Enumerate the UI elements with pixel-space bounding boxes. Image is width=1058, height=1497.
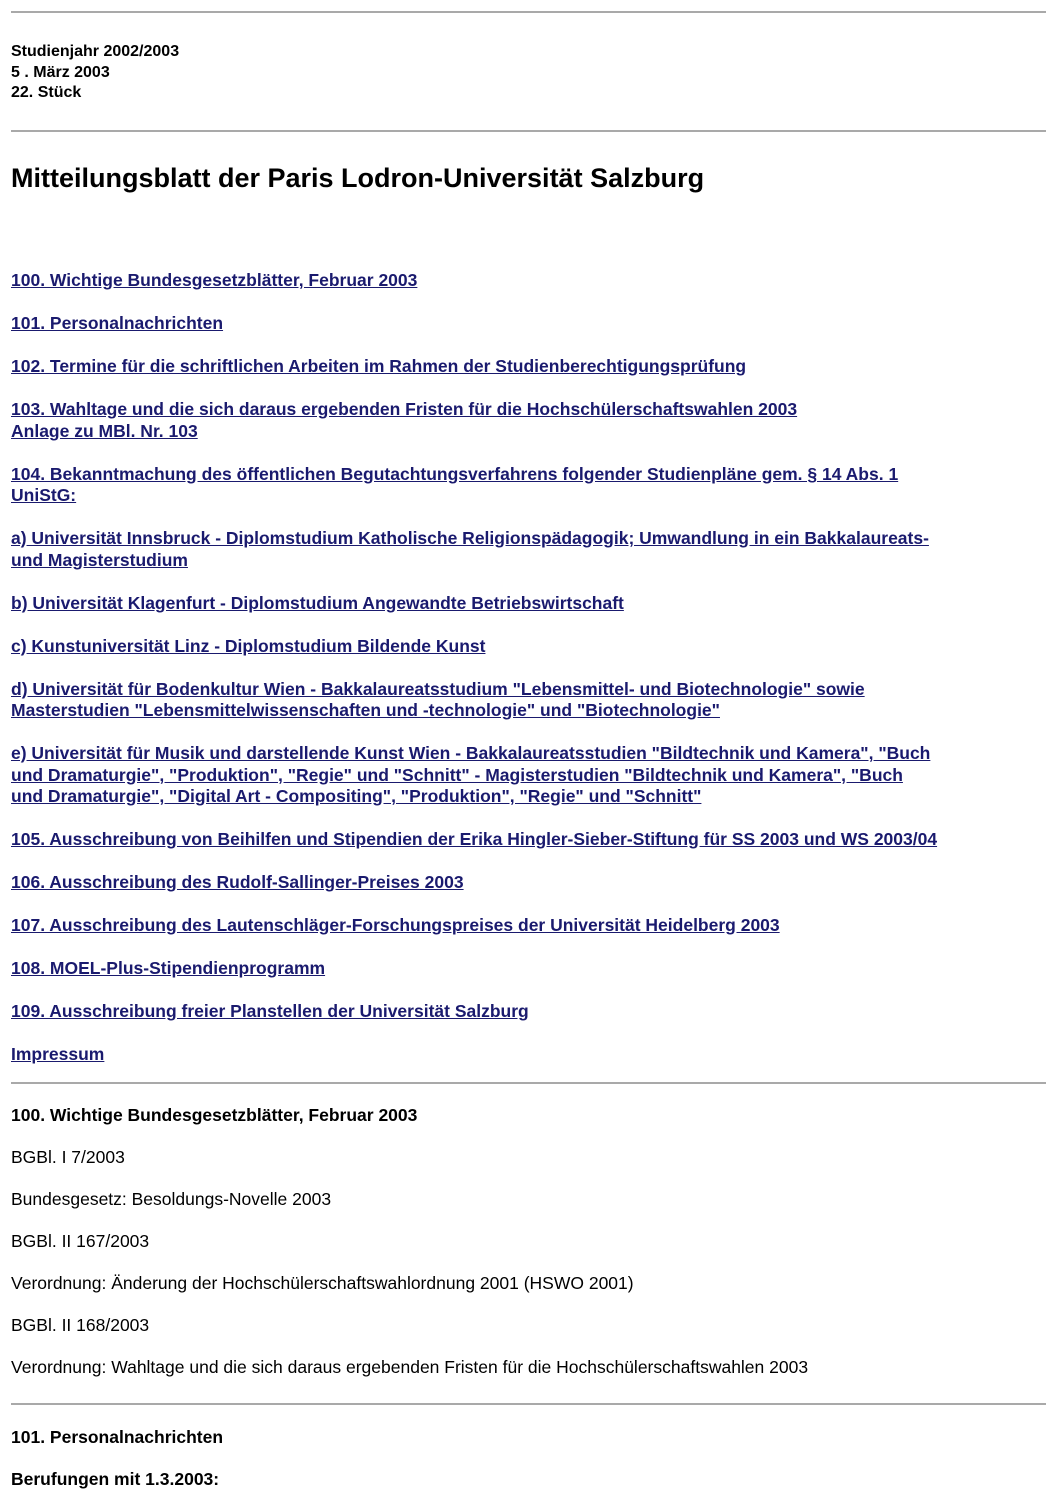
header-divider [11, 130, 1046, 132]
toc-link-line: und Dramaturgie", "Digital Art - Compositing", "Produktion", "Regie" und "Schnitt" [11, 786, 702, 806]
toc-link-0[interactable] [11, 270, 1051, 292]
toc-link-line: 100. Wichtige Bundesgesetzblätter, Februar 2003 [11, 270, 418, 290]
section-100-line: BGBl. I 7/2003 [11, 1147, 125, 1167]
section-101-subtitle: Berufungen mit 1.3.2003: [11, 1469, 220, 1489]
section-100-line: BGBl. II 167/2003 [11, 1231, 150, 1251]
toc-link-line: 104. Bekanntmachung des öffentlichen Begutachtungsverfahrens folgender Studienpläne gem. § 14 Abs. 1 [11, 463, 899, 484]
toc-link-line: c) Kunstuniversität Linz - Diplomstudium Bildende Kunst [11, 635, 486, 656]
toc-link-11[interactable] [11, 872, 1051, 894]
toc-link-line: Anlage zu MBl. Nr. 103 [11, 420, 198, 441]
toc-link-8[interactable] [11, 679, 1051, 722]
toc-link-line: 102. Termine für die schriftlichen Arbeiten im Rahmen der Studienberechtigungsprüfung [11, 356, 747, 376]
toc-link-line: 107. Ausschreibung des Lautenschläger-Forschungspreises der Universität Heidelberg 2003 [11, 915, 780, 935]
toc-link-line: Impressum [11, 1044, 105, 1064]
table-of-contents [11, 270, 1051, 1087]
toc-link-line: 101. Personalnachrichten [11, 313, 224, 333]
toc-link-12[interactable] [11, 915, 1051, 937]
toc-link-line: 103. Wahltage und die sich daraus ergebenden Fristen für die Hochschülerschaftswahlen 2003 [11, 399, 798, 419]
section-100-line: Bundesgesetz: Besoldungs-Novelle 2003 [11, 1189, 332, 1209]
issue-header [11, 42, 179, 104]
toc-link-line: Masterstudien "Lebensmittelwissenschaften und -technologie" und "Biotechnologie" [11, 700, 720, 720]
section-100-divider [11, 1403, 1046, 1405]
toc-link-10[interactable] [11, 829, 1051, 851]
toc-link-9[interactable] [11, 743, 1051, 808]
section-100-title: 100. Wichtige Bundesgesetzblätter, Februar 2003 [11, 1105, 418, 1125]
toc-link-line: 108. MOEL-Plus-Stipendienprogramm [11, 958, 326, 978]
issue-number: 22. Stück [11, 84, 82, 101]
page-title: Mitteilungsblatt der Paris Lodron-Universität Salzburg [11, 163, 705, 193]
toc-link-line: 109. Ausschreibung freier Planstellen der Universität Salzburg [11, 1001, 529, 1021]
toc-link-15[interactable] [11, 1044, 1051, 1066]
issue-date: 5 . März 2003 [11, 63, 110, 81]
section-100 [11, 1104, 1051, 1378]
section-100-line: BGBl. II 168/2003 [11, 1315, 150, 1335]
toc-link-line: UniStG: [11, 485, 77, 505]
toc-link-2[interactable] [11, 356, 1051, 378]
toc-link-line: a) Universität Innsbruck - Diplomstudium Katholische Religionspädagogik; Umwandlung in ein Bakkalaureats- [11, 528, 929, 548]
toc-link-5[interactable] [11, 528, 1051, 571]
toc-link-line: 105. Ausschreibung von Beihilfen und Stipendien der Erika Hingler-Sieber-Stiftung für SS 2003 und WS 2003/04 [11, 829, 938, 849]
toc-link-13[interactable] [11, 958, 1051, 980]
toc-link-line: d) Universität für Bodenkultur Wien - Bakkalaureatsstudium "Lebensmittel- und Biotechnologie" sowie [11, 678, 865, 699]
toc-link-1[interactable] [11, 313, 1051, 335]
section-101-title: 101. Personalnachrichten [11, 1427, 224, 1447]
section-100-line: Verordnung: Wahltage und die sich daraus ergebenden Fristen für die Hochschülerschaftswahlen 2003 [11, 1357, 809, 1377]
section-100-line: Verordnung: Änderung der Hochschülerschaftswahlordnung 2001 (HSWO 2001) [11, 1273, 634, 1293]
toc-divider [11, 1082, 1046, 1084]
toc-link-14[interactable] [11, 1001, 1051, 1023]
toc-link-line: e) Universität für Musik und darstellende Kunst Wien - Bakkalaureatsstudien "Bildtechnik und Kamera", "Buch [11, 743, 931, 763]
toc-link-7[interactable] [11, 636, 1051, 658]
toc-link-line: und Dramaturgie", "Produktion", "Regie" und "Schnitt" - Magisterstudien "Bildtechnik und Kamera", "Buch [11, 764, 903, 785]
toc-link-line: und Magisterstudium [11, 549, 188, 570]
toc-link-3[interactable] [11, 399, 1051, 442]
toc-link-line: 106. Ausschreibung des Rudolf-Sallinger-Preises 2003 [11, 872, 464, 892]
top-divider [11, 11, 1046, 13]
study-year: Studienjahr 2002/2003 [11, 43, 180, 60]
toc-link-6[interactable] [11, 593, 1051, 615]
toc-link-line: b) Universität Klagenfurt - Diplomstudium Angewandte Betriebswirtschaft [11, 592, 624, 613]
toc-link-4[interactable] [11, 464, 1051, 507]
section-101 [11, 1426, 1051, 1490]
